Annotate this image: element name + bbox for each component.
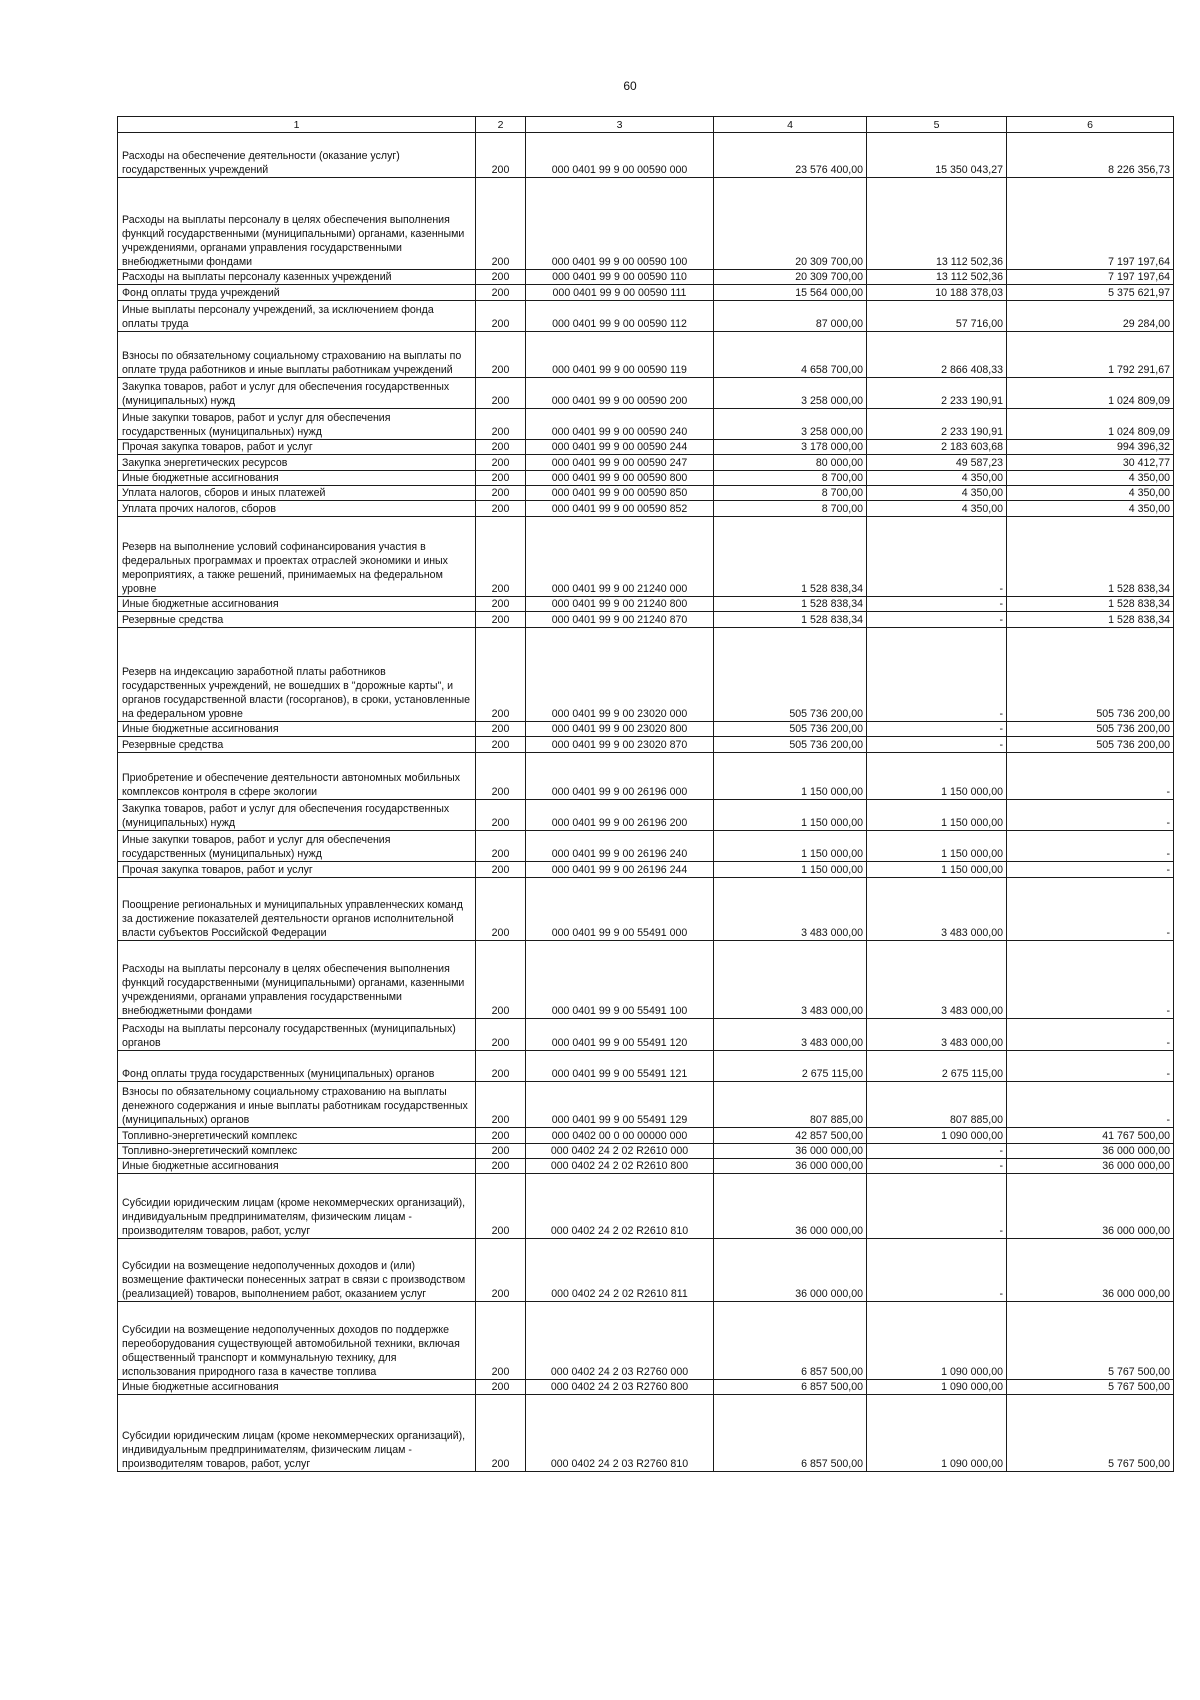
table-row [118,722,1174,737]
cell-executed: - [867,1239,1007,1302]
cell-budget-code: 000 0402 00 0 00 00000 000 [526,1128,714,1144]
table-row [118,941,1174,1019]
cell-approved: 80 000,00 [714,455,867,471]
cell-executed: 49 587,23 [867,455,1007,471]
cell-budget-code: 000 0401 99 9 00 23020 870 [526,737,714,753]
cell-line-code: 200 [476,1302,526,1380]
cell-line-code: 200 [476,1019,526,1051]
cell-budget-code: 000 0401 99 9 00 23020 800 [526,722,714,737]
cell-name: Закупка товаров, работ и услуг для обеспечения государственных (муниципальных) нужд [118,800,476,831]
cell-name: Уплата прочих налогов, сборов [118,501,476,517]
cell-name: Резервные средства [118,737,476,753]
cell-approved: 36 000 000,00 [714,1159,867,1174]
cell-approved: 8 700,00 [714,471,867,486]
cell-line-code: 200 [476,440,526,455]
cell-approved: 1 150 000,00 [714,753,867,800]
cell-budget-code: 000 0401 99 9 00 21240 800 [526,597,714,612]
cell-unexecuted: - [1007,878,1174,941]
cell-executed: 1 150 000,00 [867,831,1007,862]
cell-approved: 15 564 000,00 [714,285,867,301]
cell-budget-code: 000 0401 99 9 00 00590 240 [526,409,714,440]
cell-executed: - [867,597,1007,612]
table-row [118,1051,1174,1082]
cell-name: Резерв на индексацию заработной платы работников государственных учреждений, не вошедших в "дорожные карты", и органов государственной власти (госорганов), в сроки, установленные на федеральном уровне [118,628,476,722]
cell-budget-code: 000 0401 99 9 00 21240 870 [526,612,714,628]
cell-executed: - [867,612,1007,628]
cell-executed: 15 350 043,27 [867,133,1007,178]
column-header-2: 2 [476,117,526,133]
cell-unexecuted: 1 528 838,34 [1007,597,1174,612]
cell-approved: 8 700,00 [714,501,867,517]
table-row [118,285,1174,301]
cell-executed: - [867,722,1007,737]
cell-line-code: 200 [476,1395,526,1472]
cell-name: Топливно-энергетический комплекс [118,1128,476,1144]
cell-name: Приобретение и обеспечение деятельности автономных мобильных комплексов контроля в сфере экологии [118,753,476,800]
cell-name: Иные бюджетные ассигнования [118,722,476,737]
cell-unexecuted: - [1007,800,1174,831]
table-body [118,117,1174,1472]
cell-name: Расходы на выплаты персоналу в целях обеспечения выполнения функций государственными (муниципальными) органами, казенными учреждениями, органами управления государственными внебюджетными фондами [118,941,476,1019]
table-row [118,1128,1174,1144]
cell-executed: 3 483 000,00 [867,941,1007,1019]
table-row [118,517,1174,597]
cell-executed: - [867,1159,1007,1174]
table-row [118,455,1174,471]
cell-budget-code: 000 0402 24 2 02 R2610 811 [526,1239,714,1302]
cell-executed: 2 675 115,00 [867,1051,1007,1082]
cell-unexecuted: 1 024 809,09 [1007,409,1174,440]
table-row [118,800,1174,831]
cell-name: Фонд оплаты труда учреждений [118,285,476,301]
cell-name: Закупка энергетических ресурсов [118,455,476,471]
cell-unexecuted: 7 197 197,64 [1007,270,1174,285]
cell-unexecuted: 8 226 356,73 [1007,133,1174,178]
cell-name: Иные бюджетные ассигнования [118,471,476,486]
cell-unexecuted: 29 284,00 [1007,301,1174,332]
table-row [118,597,1174,612]
cell-budget-code: 000 0401 99 9 00 00590 110 [526,270,714,285]
cell-executed: 3 483 000,00 [867,878,1007,941]
cell-unexecuted: 36 000 000,00 [1007,1159,1174,1174]
cell-name: Поощрение региональных и муниципальных управленческих команд за достижение показателей деятельности органов исполнительной власти субъектов Российской Федерации [118,878,476,941]
table-row [118,501,1174,517]
cell-executed: 2 183 603,68 [867,440,1007,455]
cell-unexecuted: 5 767 500,00 [1007,1380,1174,1395]
table-row [118,178,1174,270]
cell-budget-code: 000 0401 99 9 00 23020 000 [526,628,714,722]
cell-approved: 6 857 500,00 [714,1380,867,1395]
cell-executed: - [867,628,1007,722]
cell-executed: 2 233 190,91 [867,378,1007,409]
cell-budget-code: 000 0401 99 9 00 00590 800 [526,471,714,486]
table-row [118,737,1174,753]
cell-approved: 1 150 000,00 [714,800,867,831]
cell-budget-code: 000 0401 99 9 00 00590 247 [526,455,714,471]
cell-name: Прочая закупка товаров, работ и услуг [118,440,476,455]
cell-unexecuted: - [1007,941,1174,1019]
cell-budget-code: 000 0401 99 9 00 55491 100 [526,941,714,1019]
cell-budget-code: 000 0401 99 9 00 55491 000 [526,878,714,941]
cell-approved: 3 483 000,00 [714,941,867,1019]
cell-unexecuted: 30 412,77 [1007,455,1174,471]
cell-approved: 4 658 700,00 [714,332,867,378]
cell-approved: 505 736 200,00 [714,722,867,737]
cell-approved: 36 000 000,00 [714,1239,867,1302]
cell-unexecuted: - [1007,1051,1174,1082]
cell-approved: 1 528 838,34 [714,597,867,612]
table-row [118,409,1174,440]
cell-unexecuted: 4 350,00 [1007,471,1174,486]
table-row [118,1380,1174,1395]
cell-line-code: 200 [476,941,526,1019]
cell-unexecuted: 1 528 838,34 [1007,612,1174,628]
cell-approved: 23 576 400,00 [714,133,867,178]
cell-budget-code: 000 0401 99 9 00 00590 200 [526,378,714,409]
cell-name: Резерв на выполнение условий софинансирования участия в федеральных программах и проектах отраслей экономики и иных мероприятиях, а также решений, принимаемых на федеральном уровне [118,517,476,597]
cell-budget-code: 000 0402 24 2 02 R2610 000 [526,1144,714,1159]
cell-unexecuted: 4 350,00 [1007,501,1174,517]
cell-approved: 36 000 000,00 [714,1144,867,1159]
column-header-4: 4 [714,117,867,133]
table-row [118,270,1174,285]
cell-name: Закупка товаров, работ и услуг для обеспечения государственных (муниципальных) нужд [118,378,476,409]
table-row [118,1159,1174,1174]
cell-line-code: 200 [476,133,526,178]
table-row [118,1082,1174,1128]
cell-unexecuted: 505 736 200,00 [1007,722,1174,737]
cell-executed: 57 716,00 [867,301,1007,332]
page-number: 60 [623,79,637,93]
cell-approved: 3 178 000,00 [714,440,867,455]
cell-budget-code: 000 0401 99 9 00 00590 111 [526,285,714,301]
cell-line-code: 200 [476,517,526,597]
cell-approved: 505 736 200,00 [714,628,867,722]
cell-name: Расходы на выплаты персоналу в целях обеспечения выполнения функций государственными (муниципальными) органами, казенными учреждениями, органами управления государственными внебюджетными фондами [118,178,476,270]
cell-line-code: 200 [476,722,526,737]
table-row [118,133,1174,178]
column-header-5: 5 [867,117,1007,133]
cell-approved: 2 675 115,00 [714,1051,867,1082]
cell-unexecuted: 1 024 809,09 [1007,378,1174,409]
cell-budget-code: 000 0402 24 2 03 R2760 810 [526,1395,714,1472]
cell-budget-code: 000 0401 99 9 00 00590 000 [526,133,714,178]
cell-line-code: 200 [476,1082,526,1128]
cell-unexecuted: 505 736 200,00 [1007,628,1174,722]
cell-budget-code: 000 0401 99 9 00 00590 100 [526,178,714,270]
cell-name: Прочая закупка товаров, работ и услуг [118,862,476,878]
cell-line-code: 200 [476,597,526,612]
cell-line-code: 200 [476,1051,526,1082]
table-row [118,831,1174,862]
cell-approved: 6 857 500,00 [714,1302,867,1380]
cell-line-code: 200 [476,409,526,440]
cell-budget-code: 000 0401 99 9 00 26196 240 [526,831,714,862]
cell-unexecuted: 36 000 000,00 [1007,1144,1174,1159]
cell-name: Иные бюджетные ассигнования [118,1159,476,1174]
cell-name: Иные выплаты персоналу учреждений, за исключением фонда оплаты труда [118,301,476,332]
cell-line-code: 200 [476,878,526,941]
cell-unexecuted: 5 767 500,00 [1007,1302,1174,1380]
column-header-1: 1 [118,117,476,133]
cell-approved: 3 258 000,00 [714,378,867,409]
cell-budget-code: 000 0401 99 9 00 00590 112 [526,301,714,332]
cell-line-code: 200 [476,862,526,878]
table-row [118,471,1174,486]
cell-executed: 1 090 000,00 [867,1128,1007,1144]
cell-budget-code: 000 0401 99 9 00 55491 121 [526,1051,714,1082]
table-row [118,753,1174,800]
cell-approved: 20 309 700,00 [714,178,867,270]
table-row [118,1019,1174,1051]
table-row [118,1144,1174,1159]
cell-name: Резервные средства [118,612,476,628]
cell-line-code: 200 [476,1128,526,1144]
cell-budget-code: 000 0401 99 9 00 26196 200 [526,800,714,831]
cell-unexecuted: 1 792 291,67 [1007,332,1174,378]
cell-approved: 20 309 700,00 [714,270,867,285]
cell-line-code: 200 [476,1144,526,1159]
cell-executed: 10 188 378,03 [867,285,1007,301]
cell-line-code: 200 [476,471,526,486]
cell-approved: 3 483 000,00 [714,1019,867,1051]
cell-unexecuted: 7 197 197,64 [1007,178,1174,270]
cell-executed: 1 150 000,00 [867,753,1007,800]
cell-line-code: 200 [476,378,526,409]
cell-name: Иные бюджетные ассигнования [118,597,476,612]
cell-executed: - [867,1144,1007,1159]
cell-unexecuted: - [1007,1019,1174,1051]
cell-name: Взносы по обязательному социальному страхованию на выплаты денежного содержания и иные выплаты работникам государственных (муниципальных) органов [118,1082,476,1128]
cell-name: Иные бюджетные ассигнования [118,1380,476,1395]
cell-executed: 1 150 000,00 [867,800,1007,831]
cell-executed: - [867,517,1007,597]
cell-name: Фонд оплаты труда государственных (муниципальных) органов [118,1051,476,1082]
cell-name: Уплата налогов, сборов и иных платежей [118,486,476,501]
cell-unexecuted: 36 000 000,00 [1007,1239,1174,1302]
cell-budget-code: 000 0401 99 9 00 26196 244 [526,862,714,878]
table-row [118,1395,1174,1472]
cell-unexecuted: - [1007,831,1174,862]
cell-unexecuted: - [1007,1082,1174,1128]
cell-approved: 6 857 500,00 [714,1395,867,1472]
cell-name: Иные закупки товаров, работ и услуг для обеспечения государственных (муниципальных) нужд [118,831,476,862]
cell-approved: 1 528 838,34 [714,517,867,597]
cell-line-code: 200 [476,1239,526,1302]
table-row [118,1239,1174,1302]
cell-executed: - [867,1174,1007,1239]
cell-line-code: 200 [476,1159,526,1174]
cell-executed: 4 350,00 [867,501,1007,517]
column-header-row [118,117,1174,133]
cell-unexecuted: 1 528 838,34 [1007,517,1174,597]
table-row [118,1174,1174,1239]
cell-unexecuted: 505 736 200,00 [1007,737,1174,753]
cell-line-code: 200 [476,628,526,722]
cell-line-code: 200 [476,612,526,628]
cell-executed: 1 090 000,00 [867,1380,1007,1395]
cell-approved: 1 528 838,34 [714,612,867,628]
cell-budget-code: 000 0401 99 9 00 00590 244 [526,440,714,455]
cell-budget-code: 000 0401 99 9 00 21240 000 [526,517,714,597]
cell-unexecuted: - [1007,753,1174,800]
cell-unexecuted: 5 767 500,00 [1007,1395,1174,1472]
cell-budget-code: 000 0401 99 9 00 00590 119 [526,332,714,378]
cell-executed: 13 112 502,36 [867,178,1007,270]
cell-line-code: 200 [476,1174,526,1239]
cell-line-code: 200 [476,455,526,471]
cell-budget-code: 000 0402 24 2 03 R2760 000 [526,1302,714,1380]
cell-executed: 2 233 190,91 [867,409,1007,440]
cell-line-code: 200 [476,800,526,831]
table-row [118,878,1174,941]
cell-budget-code: 000 0402 24 2 03 R2760 800 [526,1380,714,1395]
cell-executed: 3 483 000,00 [867,1019,1007,1051]
table-row [118,1302,1174,1380]
cell-approved: 505 736 200,00 [714,737,867,753]
cell-name: Иные закупки товаров, работ и услуг для обеспечения государственных (муниципальных) нужд [118,409,476,440]
cell-budget-code: 000 0401 99 9 00 55491 129 [526,1082,714,1128]
cell-name: Взносы по обязательному социальному страхованию на выплаты по оплате труда работников и иные выплаты работникам учреждений [118,332,476,378]
cell-approved: 8 700,00 [714,486,867,501]
cell-line-code: 200 [476,178,526,270]
cell-name: Топливно-энергетический комплекс [118,1144,476,1159]
cell-approved: 807 885,00 [714,1082,867,1128]
cell-executed: 807 885,00 [867,1082,1007,1128]
table-row [118,301,1174,332]
table-row [118,862,1174,878]
cell-approved: 36 000 000,00 [714,1174,867,1239]
cell-name: Субсидии на возмещение недополученных доходов и (или) возмещение фактически понесенных затрат в связи с производством (реализацией) товаров, выполнением работ, оказанием услуг [118,1239,476,1302]
cell-line-code: 200 [476,301,526,332]
table-row [118,440,1174,455]
cell-unexecuted: 5 375 621,97 [1007,285,1174,301]
column-header-6: 6 [1007,117,1174,133]
cell-unexecuted: 994 396,32 [1007,440,1174,455]
cell-name: Расходы на выплаты персоналу казенных учреждений [118,270,476,285]
cell-executed: 2 866 408,33 [867,332,1007,378]
cell-executed: 1 090 000,00 [867,1395,1007,1472]
cell-executed: 4 350,00 [867,471,1007,486]
cell-line-code: 200 [476,501,526,517]
cell-approved: 42 857 500,00 [714,1128,867,1144]
table-row [118,486,1174,501]
cell-unexecuted: - [1007,862,1174,878]
cell-executed: 1 090 000,00 [867,1302,1007,1380]
cell-approved: 1 150 000,00 [714,862,867,878]
table-row [118,332,1174,378]
cell-executed: 1 150 000,00 [867,862,1007,878]
cell-unexecuted: 36 000 000,00 [1007,1174,1174,1239]
cell-approved: 3 258 000,00 [714,409,867,440]
cell-executed: - [867,737,1007,753]
cell-name: Субсидии на возмещение недополученных доходов по поддержке переоборудования существующей автомобильной техники, включая общественный транспорт и коммунальную технику, для использования природного газа в качестве топлива [118,1302,476,1380]
cell-approved: 87 000,00 [714,301,867,332]
cell-name: Расходы на обеспечение деятельности (оказание услуг) государственных учреждений [118,133,476,178]
table-row [118,612,1174,628]
table-row [118,628,1174,722]
cell-budget-code: 000 0401 99 9 00 00590 852 [526,501,714,517]
cell-line-code: 200 [476,753,526,800]
cell-name: Субсидии юридическим лицам (кроме некоммерческих организаций), индивидуальным предпринимателям, физическим лицам - производителям товаров, работ, услуг [118,1174,476,1239]
cell-budget-code: 000 0402 24 2 02 R2610 810 [526,1174,714,1239]
cell-budget-code: 000 0401 99 9 00 26196 000 [526,753,714,800]
cell-name: Субсидии юридическим лицам (кроме некоммерческих организаций), индивидуальным предпринимателям, физическим лицам - производителям товаров, работ, услуг [118,1395,476,1472]
cell-executed: 4 350,00 [867,486,1007,501]
cell-approved: 1 150 000,00 [714,831,867,862]
column-header-3: 3 [526,117,714,133]
cell-line-code: 200 [476,831,526,862]
cell-line-code: 200 [476,270,526,285]
cell-approved: 3 483 000,00 [714,878,867,941]
cell-line-code: 200 [476,486,526,501]
cell-budget-code: 000 0401 99 9 00 55491 120 [526,1019,714,1051]
budget-table [117,116,1174,1472]
cell-line-code: 200 [476,1380,526,1395]
cell-executed: 13 112 502,36 [867,270,1007,285]
cell-budget-code: 000 0402 24 2 02 R2610 800 [526,1159,714,1174]
table-row [118,378,1174,409]
cell-unexecuted: 4 350,00 [1007,486,1174,501]
cell-budget-code: 000 0401 99 9 00 00590 850 [526,486,714,501]
cell-line-code: 200 [476,285,526,301]
cell-line-code: 200 [476,332,526,378]
cell-name: Расходы на выплаты персоналу государственных (муниципальных) органов [118,1019,476,1051]
cell-line-code: 200 [476,737,526,753]
cell-unexecuted: 41 767 500,00 [1007,1128,1174,1144]
